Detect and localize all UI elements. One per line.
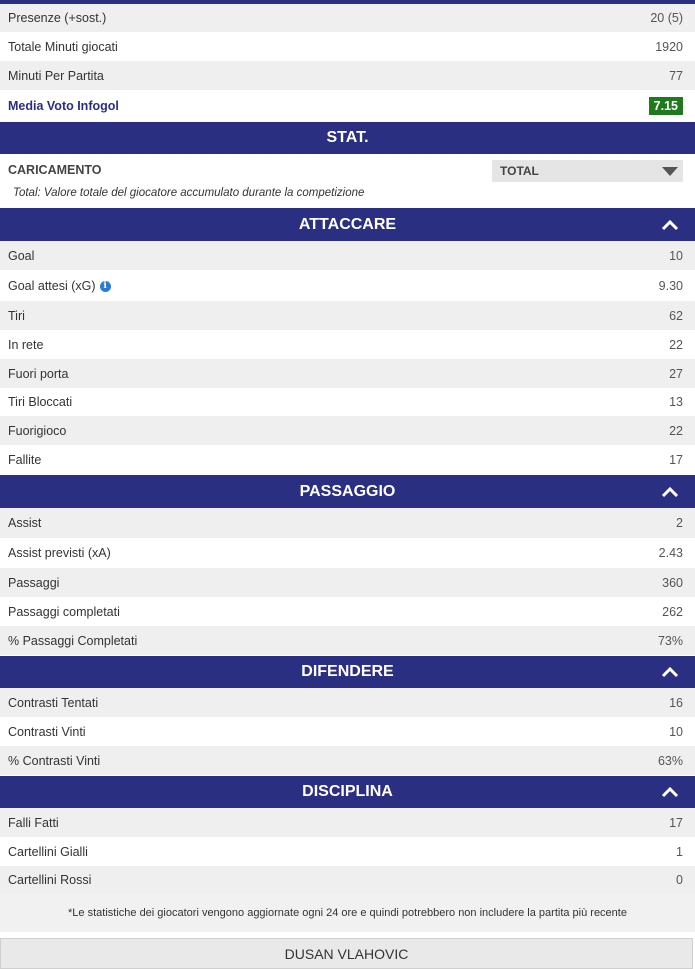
section-title: ATTACCARE bbox=[298, 215, 397, 233]
caricamento-note: Total: Valore totale del giocatore accumulato durante la competizione bbox=[13, 187, 365, 199]
caret-down-icon bbox=[662, 167, 678, 176]
stat-row-fuorigioco bbox=[0, 416, 695, 445]
row-value: 13 bbox=[669, 395, 683, 409]
row-label: In rete bbox=[8, 337, 44, 352]
chevron-up-icon[interactable] bbox=[661, 784, 679, 800]
rating-badge: 7.15 bbox=[649, 97, 683, 115]
row-label: Goal bbox=[8, 248, 35, 263]
stat-row-falli-fatti bbox=[0, 808, 695, 837]
stat-row-contrasti-vinti bbox=[0, 717, 695, 746]
row-label: Cartellini Gialli bbox=[8, 844, 88, 859]
player-name-bar[interactable] bbox=[0, 938, 693, 969]
section-header-disciplina[interactable] bbox=[0, 776, 695, 808]
row-label: Tiri bbox=[8, 308, 25, 323]
row-label: Totale Minuti giocati bbox=[8, 39, 118, 54]
chevron-up-icon[interactable] bbox=[661, 664, 679, 680]
update-note: *Le statistiche dei giocatori vengono aggiornate ogni 24 ore e quindi potrebbero non includere la partita più recente bbox=[0, 894, 695, 932]
row-value: 17 bbox=[669, 815, 683, 830]
caricamento-selected-value: TOTAL bbox=[500, 164, 539, 178]
section-title: DIFENDERE bbox=[301, 663, 394, 680]
stat-row-tiri-bloccati bbox=[0, 388, 695, 416]
stat-header bbox=[0, 122, 695, 154]
row-value: 10 bbox=[669, 724, 683, 739]
summary-row-media-voto bbox=[0, 90, 695, 121]
stat-row-in-rete bbox=[0, 330, 695, 359]
section-header-difendere[interactable] bbox=[0, 656, 695, 688]
summary-row-presenze bbox=[0, 4, 695, 32]
chevron-up-icon[interactable] bbox=[661, 217, 679, 233]
section-title: PASSAGGIO bbox=[299, 482, 396, 500]
media-voto-label: Media Voto Infogol bbox=[8, 98, 119, 113]
row-label: Cartellini Rossi bbox=[8, 873, 92, 887]
row-value: 17 bbox=[669, 452, 683, 467]
row-label: Minuti Per Partita bbox=[8, 68, 104, 83]
row-value: 22 bbox=[669, 423, 683, 438]
row-label: Contrasti Vinti bbox=[8, 724, 86, 739]
stat-row-pct-passaggi bbox=[0, 626, 695, 655]
row-value: 2 bbox=[676, 516, 683, 530]
stat-row-goal bbox=[0, 241, 695, 270]
row-value: 360 bbox=[662, 575, 683, 590]
stat-row-fuori-porta bbox=[0, 359, 695, 388]
chevron-up-icon[interactable] bbox=[661, 484, 679, 500]
row-label: Falli Fatti bbox=[8, 815, 59, 830]
row-label-wrap bbox=[8, 279, 111, 293]
row-label: Assist previsti (xA) bbox=[8, 546, 111, 560]
row-label: Fallite bbox=[8, 452, 42, 467]
row-value: 63% bbox=[657, 753, 683, 768]
row-value: 77 bbox=[669, 68, 683, 83]
row-label: Passaggi completati bbox=[8, 604, 120, 619]
row-value: 9.30 bbox=[658, 278, 683, 293]
row-label: Fuori porta bbox=[8, 366, 69, 381]
row-label: Fuorigioco bbox=[8, 423, 67, 438]
row-value: 0 bbox=[676, 873, 683, 887]
row-label: Presenze (+sost.) bbox=[8, 11, 107, 25]
section-title: DISCIPLINA bbox=[302, 783, 393, 800]
section-header-attaccare[interactable] bbox=[0, 208, 695, 241]
stat-row-cartellini-rossi bbox=[0, 866, 695, 894]
row-label: % Passaggi Completati bbox=[8, 633, 138, 648]
info-icon[interactable]: i bbox=[100, 281, 111, 292]
row-value: 73% bbox=[657, 633, 683, 648]
row-value: 1920 bbox=[655, 39, 683, 54]
stat-row-passaggi bbox=[0, 568, 695, 597]
player-name: DUSAN VLAHOVIC bbox=[284, 945, 409, 962]
caricamento-label: CARICAMENTO bbox=[8, 163, 102, 177]
summary-row-minuti-totali bbox=[0, 32, 695, 61]
row-label: Contrasti Tentati bbox=[8, 695, 99, 710]
row-label: Passaggi bbox=[8, 575, 60, 590]
stat-row-assist bbox=[0, 508, 695, 538]
caricamento-select[interactable] bbox=[492, 160, 683, 182]
stat-row-pct-contrasti bbox=[0, 746, 695, 775]
row-value: 27 bbox=[669, 366, 683, 381]
summary-row-minuti-partita bbox=[0, 61, 695, 90]
row-label: Tiri Bloccati bbox=[8, 395, 73, 409]
row-label: Goal attesi (xG) bbox=[8, 278, 96, 293]
row-value: 16 bbox=[669, 695, 683, 710]
stat-row-xa bbox=[0, 538, 695, 568]
section-header-passaggio[interactable] bbox=[0, 475, 695, 508]
stat-row-cartellini-gialli bbox=[0, 837, 695, 866]
row-value: 62 bbox=[669, 308, 683, 323]
row-value: 262 bbox=[662, 604, 683, 619]
row-value: 10 bbox=[669, 248, 683, 263]
stat-row-xg bbox=[0, 270, 695, 301]
stat-row-fallite bbox=[0, 445, 695, 474]
stat-header-title: STAT. bbox=[326, 129, 369, 146]
stat-row-passaggi-completati bbox=[0, 597, 695, 626]
row-value: 1 bbox=[676, 844, 683, 859]
row-label: Assist bbox=[8, 516, 42, 530]
row-value: 20 (5) bbox=[650, 11, 683, 25]
row-value: 22 bbox=[669, 337, 683, 352]
row-value: 2.43 bbox=[658, 546, 683, 560]
stat-row-contrasti-tentati bbox=[0, 688, 695, 717]
stat-row-tiri bbox=[0, 301, 695, 330]
row-label: % Contrasti Vinti bbox=[8, 753, 101, 768]
